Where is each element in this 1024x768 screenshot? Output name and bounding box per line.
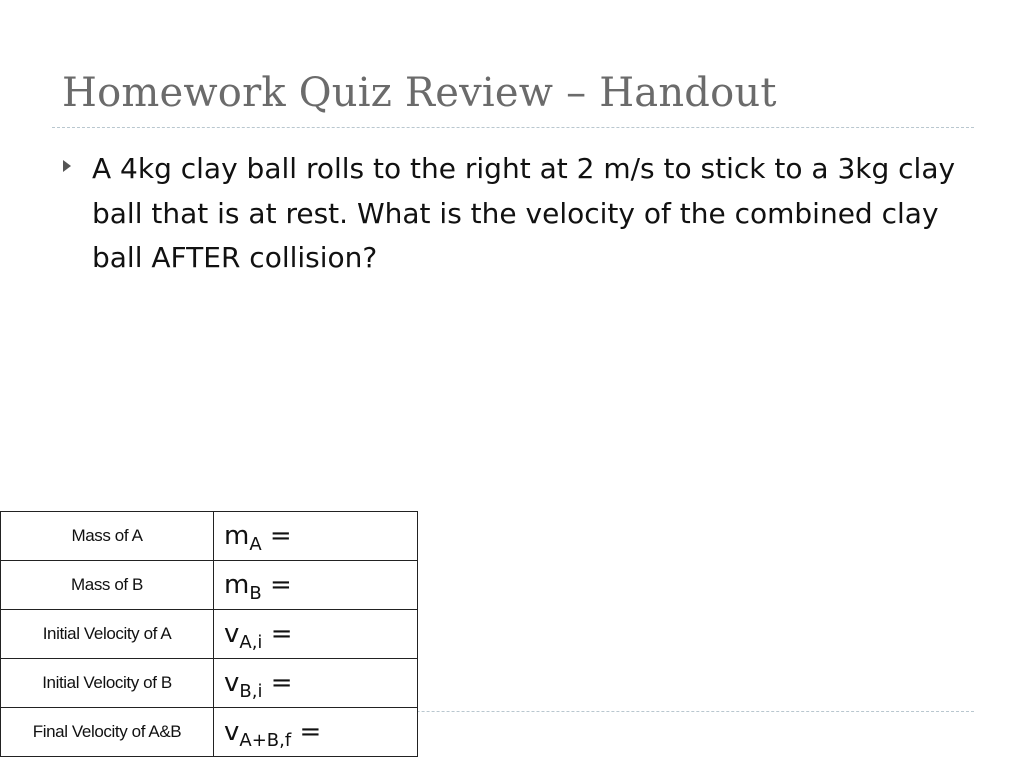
variable-symbol: $v_{B,i}$ <box>224 668 263 702</box>
equals-sign: = <box>269 521 292 551</box>
row-expression <box>214 610 418 659</box>
row-expression <box>214 561 418 610</box>
equals-sign: = <box>299 717 322 747</box>
table-row <box>1 610 418 659</box>
row-expression <box>214 659 418 708</box>
variable-symbol: $v_{A+B,f}$ <box>224 717 292 751</box>
table-row <box>1 708 418 757</box>
variable-symbol: $v_{A,i}$ <box>224 619 263 653</box>
row-expression <box>214 708 418 757</box>
table-row <box>1 659 418 708</box>
variable-symbol: $m_A$ <box>224 521 262 555</box>
row-label: Initial Velocity of B <box>1 659 214 708</box>
slide-title: Homework Quiz Review – Handout <box>62 70 777 116</box>
table-row <box>1 561 418 610</box>
bullet-item <box>62 147 962 281</box>
title-divider <box>52 127 974 128</box>
table-row <box>1 512 418 561</box>
row-label: Initial Velocity of A <box>1 610 214 659</box>
variable-symbol: $m_B$ <box>224 570 262 604</box>
question-text: A 4kg clay ball rolls to the right at 2 m/s to stick to a 3kg clay ball that is at rest. What is the velocity of the combined clay ball AFTER collision? <box>92 152 956 274</box>
equals-sign: = <box>269 570 292 600</box>
row-label: Mass of B <box>1 561 214 610</box>
row-label: Final Velocity of A&B <box>1 708 214 757</box>
row-label: Mass of A <box>1 512 214 561</box>
equals-sign: = <box>270 668 293 698</box>
variables-table <box>0 511 418 757</box>
triangle-right-icon <box>62 147 92 173</box>
equals-sign: = <box>270 619 293 649</box>
row-expression <box>214 512 418 561</box>
